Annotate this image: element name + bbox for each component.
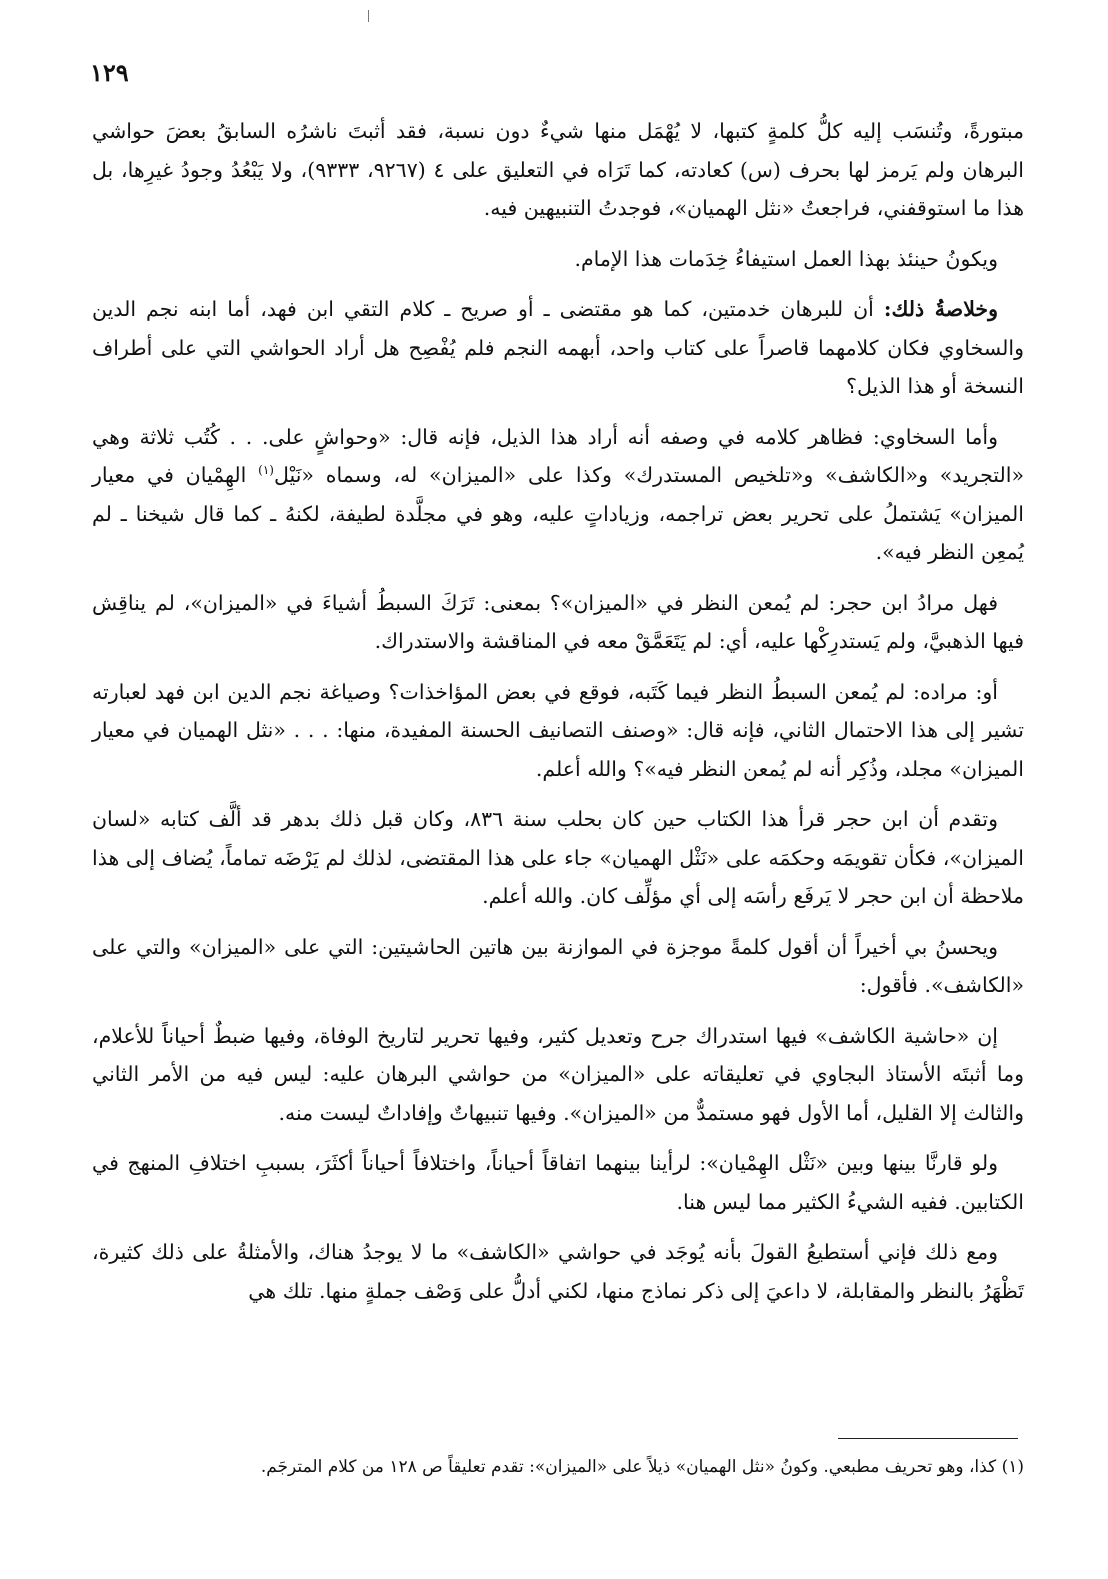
paragraph-8: ويحسنُ بي أخيراً أن أقول كلمةً موجزة في الموازنة بين هاتين الحاشيتين: التي على «الميزان» والتي على «الكاشف». فأقول: [92, 934, 1024, 997]
paragraph-2: ويكونُ حينئذ بهذا العمل استيفاءُ خِدَمات هذا الإمام. [574, 246, 998, 271]
paragraph-7: وتقدم أن ابن حجر قرأ هذا الكتاب حين كان بحلب سنة ٨٣٦، وكان قبل ذلك بدهر قد ألَّف كتابه «لسان الميزان»، فكأن تقويمَه وحكمَه على «نَثْل الهميان» جاء على هذا المقتضى، لذلك لم يَرْضَه تماماً، يُضاف إلى هذا ملاحظة أن ابن حجر لا يَرفَع رأسَه إلى أي مؤلِّف كان. والله أعلم. [92, 807, 1024, 908]
paragraph-4 [92, 418, 1024, 572]
footnote: (١) كذا، وهو تحريف مطبعي. وكونُ «نثل الهميان» ذيلاً على «الميزان»: تقدم تعليقاً ص ١٢٨ من كلام المترجَم. [260, 1457, 1024, 1477]
paragraph-5: فهل مرادُ ابن حجر: لم يُمعن النظر في «الميزان»؟ بمعنى: تَرَكَ السبطُ أشياءَ في «الميزان»، لم يناقِش فيها الذهبيَّ، ولم يَستدرِكْها عليه، أي: لم يَتَعَمَّقْ معه في المناقشة والاستدراك. [92, 590, 1024, 653]
paragraph-6: أو: مراده: لم يُمعن السبطُ النظر فيما كَتَبه، فوقع في بعض المؤاخذات؟ وصياغة نجم الدين ابن فهد لعبارته تشير إلى هذا الاحتمال الثاني، فإنه قال: «وصنف التصانيف الحسنة المفيدة، منها: . . . «نثل الهميان في معيار الميزان» مجلد، وذُكِر أنه لم يُمعن النظر فيه»؟ والله أعلم. [92, 679, 1024, 781]
paragraph-4-text-b: الهِمْيان في معيار الميزان» يَشتملُ على تحرير بعض تراجمه، وزياداتٍ عليه، وهو في مجلَّدة لطيفة، لكنهُ ـ كما قال شيخنا ـ لم يُمعِن النظر فيه». [92, 463, 1024, 564]
paragraph-9: إن «حاشية الكاشف» فيها استدراك جرح وتعديل كثير، وفيها تحرير لتاريخ الوفاة، وفيها ضبطٌ أحياناً للأعلام، وما أثبتَه الأستاذ البجاوي في تعليقاته على «الميزان» من حواشي البرهان عليه: ليس فيه من الأمر الثاني والثالث إلا القليل، أما الأول فهو مستمدٌّ من «الميزان». وفيها تنبيهاتٌ وإفاداتٌ ليست منه. [92, 1023, 1024, 1125]
page-number: ١٢٩ [90, 58, 129, 87]
top-margin-mark [368, 10, 369, 22]
summary-label: وخلاصةُ ذلك: [883, 297, 998, 321]
paragraph-1: مبتورةً، وتُنسَب إليه كلُّ كلمةٍ كتبها، لا يُهْمَل منها شيءٌ دون نسبة، فقد أثبتَ ناشرُه السابقُ بعضَ حواشي البرهان ولم يَرمز لها بحرف (س) كعادته، كما تَرَاه في التعليق على ٤ (٩٢٦٧، ٩٣٣٣)، ولا يَبْعُدُ وجودُ غيرِها، بل هذا ما استوقفني، فراجعتُ «نثل الهميان»، فوجدتُ التنبيهين فيه. [92, 119, 1025, 220]
paragraph-4-text-a: وأما السخاوي: فظاهر كلامه في وصفه أنه أراد هذا الذيل، فإنه قال: «وحواشٍ على. . . كُتُب ثلاثة وهي «التجريد» و«الكاشف» و«تلخيص المستدرك» وكذا على «الميزان» له، وسماه «نَيْل [92, 424, 1024, 487]
paragraph-10: ولو قارنَّا بينها وبين «نَثْل الهِمْيان»: لرأينا بينهما اتفاقاً أحياناً، واختلافاً أحياناً أكثَرَ، بسببِ اختلافِ المنهج في الكتابين. ففيه الشيءُ الكثير مما ليس هنا. [92, 1151, 1024, 1214]
paragraph-3-text: أن للبرهان خدمتين، كما هو مقتضى ـ أو صريح ـ كلام التقي ابن فهد، أما ابنه نجم الدين والسخاوي فكان كلامهما قاصراً على كتاب واحد، أبهمه النجم فلم يُفْصِح هل أراد الحواشي التي على أطراف النسخة أو هذا الذيل؟ [92, 297, 1024, 398]
paragraph-3 [92, 290, 1024, 406]
main-text-body [92, 112, 1024, 1322]
paragraph-11: ومع ذلك فإني أستطيعُ القولَ بأنه يُوجَد في حواشي «الكاشف» ما لا يوجدُ هناك، والأمثلةُ على ذلك كثيرة، تَظْهَرُ بالنظر والمقابلة، لا داعيَ إلى ذكر نماذج منها، لكني أدلُّ على وَصْف جملةٍ منها. تلك هي [92, 1240, 1024, 1303]
footnote-reference: (١) [258, 463, 274, 478]
footnote-separator [838, 1438, 1018, 1439]
